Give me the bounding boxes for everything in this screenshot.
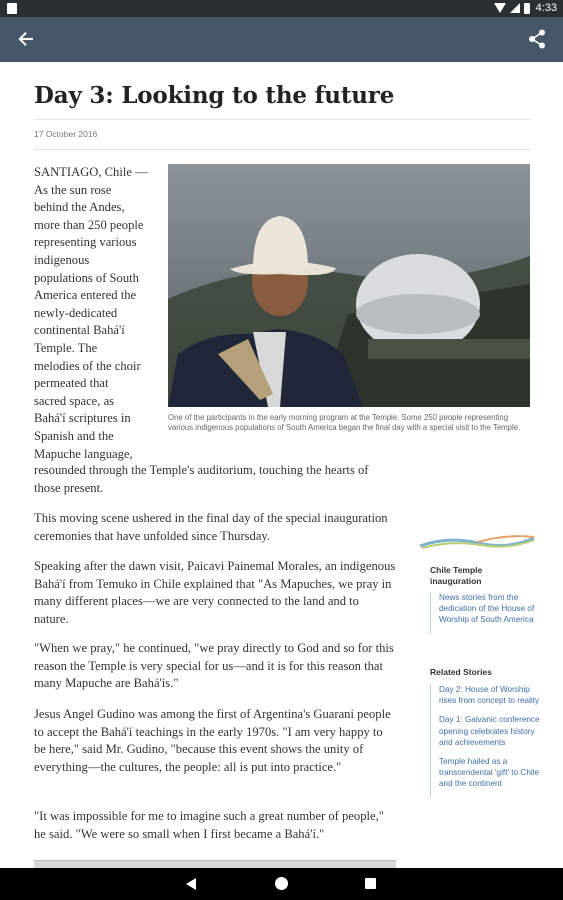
article-line: permeated that [34,376,109,391]
date-divider [34,149,530,150]
article-line: continental Bahá'í [34,323,125,338]
nav-home-icon[interactable] [275,877,288,890]
article-content[interactable] [0,62,563,868]
related-story-link[interactable]: Day 1: Galvanic conference opening celebrates history and achievements [439,715,540,747]
related-story-link[interactable]: Day 2: House of Worship rises from concept to reality [439,685,540,706]
article-date: 17 October 2016 [34,129,98,139]
article-line: behind the Andes, [34,200,125,215]
article-paragraph: Speaking after the dawn visit, Paicavi Painemal Morales, an indigenous Bahá'í from Temuko in Chile explained that "As Mapuches, we pray in many different places—we are very connected to the land and to nature. [34,559,396,626]
article-line: Spanish and the [34,428,114,443]
related-stories-heading: Related Stories [430,667,492,677]
series-links [430,592,540,634]
article-line: sacred space, as [34,393,115,408]
article-line: America entered the [34,288,137,303]
nav-recents-icon[interactable] [365,878,376,889]
article-photo [168,164,530,407]
article-paragraph: "When we pray," he continued, "we pray directly to God and so for this reason the Temple is very special for us—and it is for this reason that many Mapuche are Bahá'ís." [34,641,394,691]
battery-icon [524,3,530,14]
photo-illustration [168,164,530,407]
article-line: newly-dedicated [34,305,118,320]
series-heading: Chile Temple inauguration [430,565,483,586]
article-line: populations of South [34,270,139,285]
clock: 4:33 [535,2,557,14]
article-line: representing various [34,235,137,250]
signal-icon [510,3,520,13]
title-divider [34,119,530,120]
status-bar [0,0,563,17]
photo-caption: One of the participants in the early morning program at the Temple. Some 250 people representing various indigenous populations of South America began the final day with a special visit to the Temple. [168,413,521,433]
article-title: Day 3: Looking to the future [34,82,395,109]
arrow-back-icon [18,31,34,47]
related-story-link[interactable]: Temple hailed as a transcendental 'gift' to Chile and the continent [439,757,540,789]
back-button[interactable] [12,25,40,53]
article-paragraph: resounded through the Temple's auditorium, touching the hearts of those present. [34,463,369,495]
share-button[interactable] [523,25,551,53]
article-line: Bahá'í scriptures in [34,411,131,426]
article-line: more than 250 people [34,217,144,232]
system-nav-bar [0,868,563,900]
article-lead-wrapped [34,164,159,463]
article-line: Mapuche language, [34,446,133,461]
share-icon [528,29,546,49]
series-link[interactable]: News stories from the dedication of the House of Worship of South America [439,593,535,625]
nav-back-icon[interactable] [186,878,196,890]
next-image-preview [34,860,396,868]
article-line: indigenous [34,252,90,267]
article-line: Temple. The [34,340,98,355]
article-line: As the sun rose [34,182,112,197]
related-stories-list [430,684,540,798]
article-line: SANTIAGO, Chile — [34,165,148,179]
notification-icon [7,3,17,14]
series-ribbon-icon [418,532,536,552]
article-paragraph: "It was impossible for me to imagine such a great number of people," he said. "We were so small when I first became a Bahá'í." [34,809,384,841]
status-icons [494,2,557,14]
article-paragraph: Jesus Angel Gudino was among the first of Argentina's Guarani people to accept the Bahá'í teachings in the early 1970s. "I am very happy to be here," said Mr. Gudino, "because this event shows the unity of everything—the cultures, the people: all is put into practice." [34,707,391,774]
wifi-icon [494,3,506,13]
article-line: melodies of the choir [34,358,141,373]
article-paragraph: This moving scene ushered in the final day of the special inauguration ceremonies that have unfolded since Thursday. [34,511,388,543]
app-bar [0,17,563,62]
